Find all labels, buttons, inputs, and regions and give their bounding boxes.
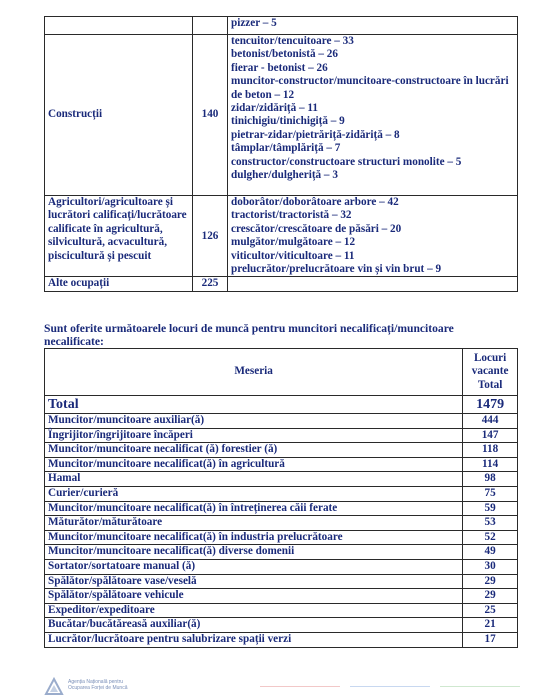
job-name: Lucrător/lucrătoare pentru salubrizare spații verzi bbox=[45, 632, 463, 647]
agency-line: Ocuparea Forței de Muncă bbox=[68, 685, 128, 691]
job-count: 75 bbox=[463, 486, 518, 501]
job-name: Măturător/măturătoare bbox=[45, 516, 463, 531]
job-name: Sortator/sortatoare manual (ă) bbox=[45, 559, 463, 574]
agency-line: Agenția Națională pentru bbox=[68, 679, 124, 685]
agency-name bbox=[68, 679, 127, 691]
job-count: 21 bbox=[463, 618, 518, 633]
job-count: 114 bbox=[463, 457, 518, 472]
job-name: Expeditor/expeditoare bbox=[45, 603, 463, 618]
table-row bbox=[45, 277, 518, 291]
job-name: Spălător/spălătoare vehicule bbox=[45, 589, 463, 604]
job-name: Muncitor/muncitoare necalificat (ă) forestier (ă) bbox=[45, 443, 463, 458]
total-label: Total bbox=[45, 396, 463, 414]
table-row bbox=[45, 516, 518, 531]
job-name: Hamal bbox=[45, 472, 463, 487]
table-row bbox=[45, 603, 518, 618]
job-item: pizzer – 5 bbox=[231, 17, 277, 29]
job-count: 25 bbox=[463, 603, 518, 618]
unskilled-jobs-table bbox=[44, 348, 518, 648]
header-line: vacante bbox=[471, 365, 509, 378]
intro-paragraph: Sunt oferite următoarele locuri de muncă pentru muncitori necalificați/muncitoare necalificate: bbox=[44, 322, 454, 349]
page-footer bbox=[44, 677, 244, 697]
header-meseria: Meseria bbox=[45, 349, 463, 396]
table-row bbox=[45, 574, 518, 589]
job-item: tractorist/tractoristă – 32 bbox=[231, 209, 352, 222]
jobs-list-cell bbox=[228, 196, 518, 277]
job-count: 30 bbox=[463, 559, 518, 574]
total-value: 1479 bbox=[463, 396, 518, 414]
count-cell bbox=[193, 17, 228, 35]
occupation-cell: Construcții bbox=[45, 35, 193, 196]
job-name: Muncitor/muncitoare auxiliar(ă) bbox=[45, 414, 463, 429]
table-row bbox=[45, 428, 518, 443]
job-item: tencuitor/tencuitoare – 33 bbox=[231, 35, 354, 47]
table-row bbox=[45, 17, 518, 35]
job-item: fierar - betonist – 26 bbox=[231, 61, 328, 74]
table-row bbox=[45, 530, 518, 545]
table-row bbox=[45, 618, 518, 633]
job-item: dulgher/dulgheriță – 3 bbox=[231, 169, 338, 182]
job-name: Curier/curieră bbox=[45, 486, 463, 501]
header-line: Locuri bbox=[473, 351, 507, 364]
job-item: viticultor/viticultoare – 11 bbox=[231, 249, 355, 262]
job-name: Bucătar/bucătăreasă auxiliar(ă) bbox=[45, 618, 463, 633]
occupation-cell: Alte ocupații bbox=[45, 277, 193, 291]
job-item: muncitor-constructor/muncitoare-constructoare în lucrări de beton – 12 bbox=[231, 75, 509, 101]
job-name: Muncitor/muncitoare necalificat(ă) în întreținerea căii ferate bbox=[45, 501, 463, 516]
job-count: 444 bbox=[463, 414, 518, 429]
job-item: zidar/zidăriță – 11 bbox=[231, 102, 319, 115]
table-row bbox=[45, 559, 518, 574]
occupations-table bbox=[44, 16, 518, 292]
job-item: crescător/crescătoare de păsări – 20 bbox=[231, 222, 402, 235]
table-row bbox=[45, 414, 518, 429]
table-row bbox=[45, 632, 518, 647]
job-name: Îngrijitor/îngrijitoare încăperi bbox=[45, 428, 463, 443]
job-count: 147 bbox=[463, 428, 518, 443]
job-count: 52 bbox=[463, 530, 518, 545]
count-cell: 126 bbox=[193, 196, 228, 277]
job-name: Muncitor/muncitoare necalificat(ă) în agricultură bbox=[45, 457, 463, 472]
jobs-list-cell bbox=[228, 277, 518, 291]
jobs-list-cell bbox=[228, 35, 518, 196]
job-count: 17 bbox=[463, 632, 518, 647]
job-name: Muncitor/muncitoare necalificat(ă) în industria prelucrătoare bbox=[45, 530, 463, 545]
footer-decoration bbox=[260, 686, 520, 688]
job-count: 98 bbox=[463, 472, 518, 487]
table-row bbox=[45, 589, 518, 604]
count-cell: 140 bbox=[193, 35, 228, 196]
job-count: 49 bbox=[463, 545, 518, 560]
job-count: 29 bbox=[463, 589, 518, 604]
table-row bbox=[45, 486, 518, 501]
job-item: constructor/constructoare structuri monolite – 5 bbox=[231, 155, 462, 168]
job-name: Muncitor/muncitoare necalificat(ă) diverse domenii bbox=[45, 545, 463, 560]
count-cell: 225 bbox=[193, 277, 228, 291]
job-count: 118 bbox=[463, 443, 518, 458]
table-row bbox=[45, 545, 518, 560]
table-header-row bbox=[45, 349, 518, 396]
job-item: betonist/betonistă – 26 bbox=[231, 48, 338, 61]
job-name: Spălător/spălătoare vase/veselă bbox=[45, 574, 463, 589]
table-row bbox=[45, 443, 518, 458]
job-item: mulgător/mulgătoare – 12 bbox=[231, 236, 356, 249]
job-count: 59 bbox=[463, 501, 518, 516]
table-row bbox=[45, 35, 518, 196]
header-line: Total bbox=[477, 378, 503, 391]
job-item: tinichigiu/tinichigiță – 9 bbox=[231, 115, 345, 128]
table-row bbox=[45, 472, 518, 487]
job-item: pietrar-zidar/pietrăriță-zidăriță – 8 bbox=[231, 128, 400, 141]
jobs-list-cell bbox=[228, 17, 518, 35]
table-row bbox=[45, 501, 518, 516]
job-count: 53 bbox=[463, 516, 518, 531]
total-row bbox=[45, 396, 518, 414]
occupation-cell: Agricultori/agricultoare și lucrători calificați/lucrătoare calificate în agricultură, silvicultură, acvacultură, piscicultură și pescuit bbox=[45, 196, 193, 277]
occupation-cell bbox=[45, 17, 193, 35]
header-locuri-vacante bbox=[463, 349, 518, 396]
table-row bbox=[45, 457, 518, 472]
table-row bbox=[45, 196, 518, 277]
job-item: prelucrător/prelucrătoare vin și vin brut – 9 bbox=[231, 263, 442, 276]
job-item: doborâtor/doborâtoare arbore – 42 bbox=[231, 196, 399, 208]
agency-logo-icon bbox=[44, 677, 64, 697]
job-item: tâmplar/tâmplăriță – 7 bbox=[231, 142, 341, 155]
job-count: 29 bbox=[463, 574, 518, 589]
